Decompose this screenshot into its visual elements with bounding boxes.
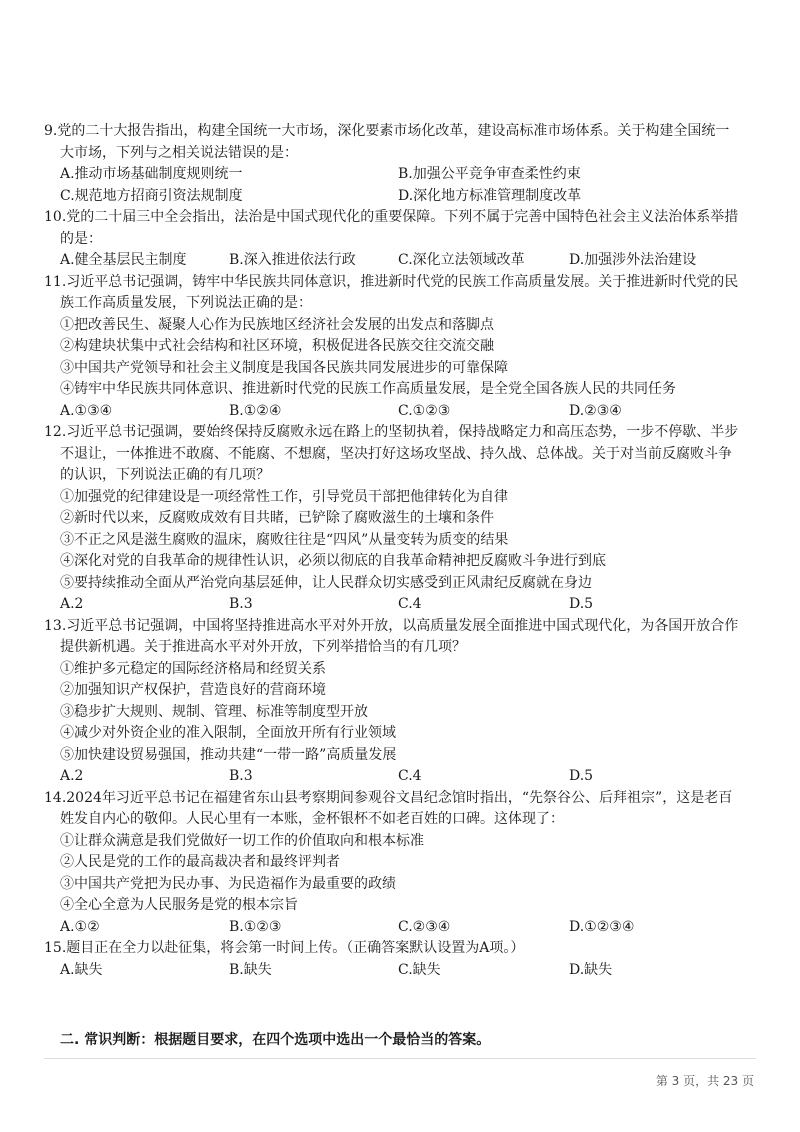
statement-item: ③不正之风是滋生腐败的温床，腐败往往是“四风”从量变转为质变的结果 xyxy=(60,531,509,548)
statement-item: ③中国共产党把为民办事、为民造福作为最重要的政绩 xyxy=(60,875,396,892)
option-row xyxy=(44,766,760,788)
question-9 xyxy=(44,121,760,207)
statement-item: ④铸牢中华民族共同体意识、推进新时代党的民族工作高质量发展，是全党全国各族人民的共同任务 xyxy=(60,381,676,397)
page-number: 第 3 页，共 23 页 xyxy=(655,1074,754,1088)
option-b: B.3 xyxy=(229,596,253,612)
option-a: A.2 xyxy=(60,596,84,612)
option-row xyxy=(44,960,760,982)
question-14 xyxy=(44,788,760,939)
option-c: C.规范地方招商引资法规制度 xyxy=(60,187,243,204)
statement-item: ④全心全意为人民服务是党的根本宗旨 xyxy=(60,897,298,913)
option-row xyxy=(44,917,760,939)
option-row xyxy=(44,401,760,423)
option-b: B.3 xyxy=(229,768,253,784)
option-c: C.4 xyxy=(398,596,422,612)
question-stem-line: 大市场，下列与之相关说法错误的是： xyxy=(60,144,298,161)
statement-item: ①把改善民生、凝聚人心作为民族地区经济社会发展的出发点和落脚点 xyxy=(60,316,494,333)
option-row xyxy=(44,250,760,272)
question-stem-line: 族工作高质量发展，下列说法正确的是： xyxy=(60,295,312,311)
question-15 xyxy=(44,938,760,981)
statement-item: ②人民是党的工作的最高裁决者和最终评判者 xyxy=(60,854,340,870)
option-d: D.加强涉外法治建设 xyxy=(569,252,697,268)
option-c: C.②③④ xyxy=(398,918,451,935)
question-stem-line: 不退让，一体推进不敢腐、不能腐、不想腐，坚决打好这场攻坚战、持久战、总体战。关于对当前反腐败斗争 xyxy=(60,445,732,462)
question-stem-line: 15.题目正在全力以赴征集，将会第一时间上传。（正确答案默认设置为A项。） xyxy=(44,940,525,956)
option-d: D.②③④ xyxy=(569,402,622,419)
statement-item: ①让群众满意是我们党做好一切工作的价值取向和根本标准 xyxy=(60,832,424,849)
statement-item: ③中国共产党领导和社会主义制度是我国各民族共同发展进步的可靠保障 xyxy=(60,359,508,376)
option-b: B.深入推进依法行政 xyxy=(229,252,356,268)
option-d: D.缺失 xyxy=(569,961,613,978)
question-stem-line: 的认识，下列说法正确的有几项？ xyxy=(60,467,270,483)
statement-item: ①维护多元稳定的国际经济格局和经贸关系 xyxy=(60,660,326,677)
question-stem-line: 12.习近平总书记强调，要始终保持反腐败永远在路上的坚韧执着，保持战略定力和高压态势，一步不停歇、半步 xyxy=(44,424,739,440)
statement-item: ③稳步扩大规则、规制、管理、标准等制度型开放 xyxy=(60,703,368,720)
option-a: A.推动市场基础制度规则统一 xyxy=(60,166,243,182)
question-stem-line: 提供新机遇。关于推进高水平对外开放，下列举措恰当的有几项？ xyxy=(60,639,466,655)
question-stem-line: 9.党的二十大报告指出，构建全国统一大市场，深化要素市场化改革，建设高标准市场体系。关于构建全国统一 xyxy=(44,123,730,139)
option-b: B.①②③ xyxy=(229,918,282,935)
option-c: C.4 xyxy=(398,768,422,784)
option-a: A.缺失 xyxy=(60,961,103,978)
option-b: B.①②④ xyxy=(229,402,282,419)
option-a: A.2 xyxy=(60,768,84,784)
statement-item: ①加强党的纪律建设是一项经常性工作，引导党员干部把他律转化为自律 xyxy=(60,488,508,505)
statement-item: ②构建块状集中式社会结构和社区环境，积极促进各民族交往交流交融 xyxy=(60,338,494,354)
question-stem-line: 的是： xyxy=(60,230,102,247)
option-b: B.缺失 xyxy=(229,961,272,978)
option-c: C.缺失 xyxy=(398,961,441,978)
question-11 xyxy=(44,272,760,423)
option-d: D.5 xyxy=(569,596,594,612)
statement-item: ④深化对党的自我革命的规律性认识，必须以彻底的自我革命精神把反腐败斗争进行到底 xyxy=(60,553,606,569)
question-stem-line: 13.习近平总书记强调，中国将坚持推进高水平对外开放，以高质量发展全面推进中国式现代化，为各国开放合作 xyxy=(44,617,739,634)
question-stem-line: 14.2024年习近平总书记在福建省东山县考察期间参观谷文昌纪念馆时指出，“先祭谷公、后拜祖宗”，这是老百 xyxy=(44,789,733,806)
question-12 xyxy=(44,422,760,616)
question-stem-line: 姓发自内心的敬仰。人民心里有一本账，金杯银杯不如老百姓的口碑。这体现了： xyxy=(60,811,564,827)
option-c: C.①②③ xyxy=(398,402,451,419)
option-b: B.加强公平竞争审查柔性约束 xyxy=(398,166,581,182)
option-row xyxy=(44,186,760,208)
option-d: D.深化地方标准管理制度改革 xyxy=(398,187,582,204)
option-d: D.5 xyxy=(569,768,594,784)
option-c: C.深化立法领域改革 xyxy=(398,252,525,268)
question-list xyxy=(44,121,760,981)
question-stem-line: 11.习近平总书记强调，铸牢中华民族共同体意识，推进新时代党的民族工作高质量发展。关于推进新时代党的民 xyxy=(44,273,739,290)
statement-item: ④减少对外资企业的准入限制，全面放开所有行业领域 xyxy=(60,725,396,741)
option-row xyxy=(44,594,760,616)
option-a: A.健全基层民主制度 xyxy=(60,252,187,268)
option-d: D.①②③④ xyxy=(569,918,635,935)
question-13 xyxy=(44,616,760,788)
section-heading: 二. 常识判断：根据题目要求，在四个选项中选出一个最恰当的答案。 xyxy=(60,1032,491,1048)
question-stem-line: 10.党的二十届三中全会指出，法治是中国式现代化的重要保障。下列不属于完善中国特色社会主义法治体系举措 xyxy=(44,209,739,225)
statement-item: ②加强知识产权保护，营造良好的营商环境 xyxy=(60,682,326,698)
option-a: A.①③④ xyxy=(60,402,113,419)
footer-divider xyxy=(44,1058,756,1059)
statement-item: ⑤要持续推动全面从严治党向基层延伸，让人民群众切实感受到正风肃纪反腐就在身边 xyxy=(60,574,592,591)
statement-item: ②新时代以来，反腐败成效有目共睹，已铲除了腐败滋生的土壤和条件 xyxy=(60,510,494,526)
question-10 xyxy=(44,207,760,272)
option-row xyxy=(44,164,760,186)
option-a: A.①② xyxy=(60,918,100,935)
statement-item: ⑤加快建设贸易强国，推动共建“一带一路”高质量发展 xyxy=(60,746,397,763)
